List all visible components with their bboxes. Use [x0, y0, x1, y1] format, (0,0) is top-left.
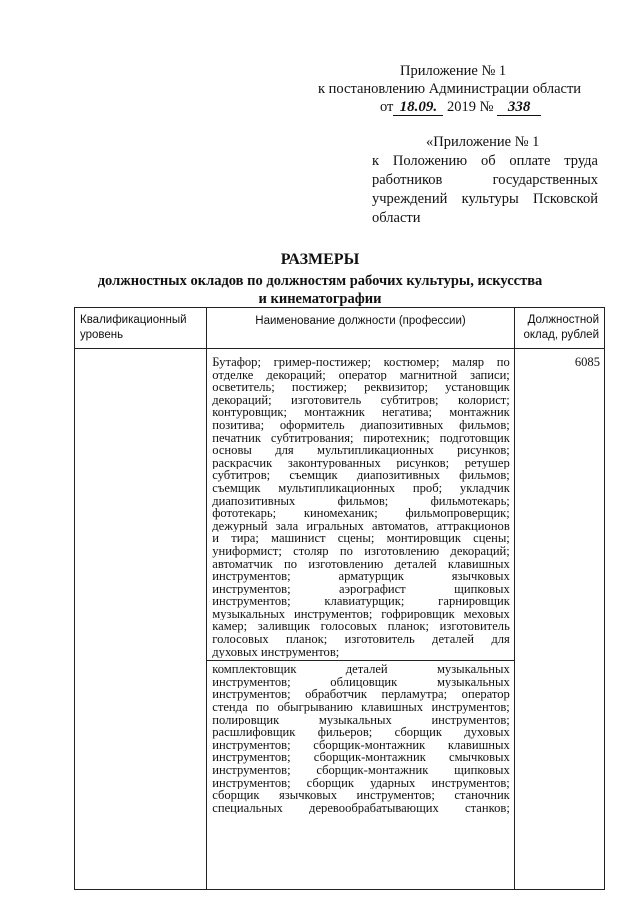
position-line: голосовых планок; изготовитель деталей для — [212, 633, 510, 646]
position-line: субтитров; съемщик диапозитивных фильмов; — [212, 469, 510, 482]
appendix-line-5: области — [372, 210, 421, 226]
position-line: диапозитивных фильмов; фильмотекарь; — [212, 494, 510, 508]
table-header-row — [75, 308, 605, 349]
position-line: специальных деревообрабатывающих станков; — [212, 801, 510, 815]
position-line: полировщик музыкальных инструментов; — [212, 713, 510, 727]
position-line: музыкальных инструментов; гофрировщик меховых — [212, 607, 510, 621]
document-subtitle-1: должностных окладов по должностям рабочих культуры, искусства — [97, 273, 543, 289]
header-date-line — [380, 98, 541, 117]
position-line: Бутафор; гример-постижер; костюмер; маляр по — [212, 356, 510, 369]
position-line: униформист; столяр по изготовлению декораций; — [212, 544, 510, 558]
header-year-number-label: 2019 № — [447, 99, 494, 115]
position-line: инструментов; облицовщик музыкальных — [212, 675, 510, 689]
position-line: основы для мультипликационных рисунков; — [212, 444, 510, 457]
position-line: контуровщик; монтажник негатива; монтажник — [212, 406, 510, 419]
position-line: дежурный зала игральных автоматов, аттракционов — [212, 519, 510, 533]
header-date-prefix: от — [380, 99, 394, 115]
position-line: декораций; изготовитель субтитров; колорист; — [212, 393, 510, 407]
position-line: раскрасчик законтурованных рисунков; ретушер — [212, 456, 510, 470]
header-qualification-level: Квалификационный уровень — [75, 308, 207, 349]
position-line: инструментов; клавиатурщик; гарнировщик — [212, 595, 510, 608]
handwritten-date: 18.09. — [393, 100, 443, 116]
salary-table — [74, 307, 605, 890]
header-appendix-title: Приложение № 1 — [400, 63, 507, 79]
cell-position-list — [207, 349, 515, 890]
position-list — [207, 349, 514, 814]
table-row — [75, 349, 605, 890]
appendix-line-4: учреждений культуры Псковской — [372, 191, 598, 207]
position-line: сборщик язычковых инструментов; станочник — [212, 789, 510, 802]
cell-salary — [514, 349, 604, 890]
document-title: РАЗМЕРЫ — [280, 251, 360, 268]
position-line: съемщик мультипликационных проб; укладчик — [212, 481, 510, 495]
position-group-separator — [207, 660, 514, 661]
position-line: автоматчик по изготовлению деталей клавишных — [212, 557, 510, 571]
position-line: печатник субтитрования; пиротехник; подготовщик — [212, 431, 510, 445]
position-line: инструментов; сборщик-монтажник смычковых — [212, 751, 510, 764]
appendix-line-2: к Положению об оплате труда — [372, 153, 598, 169]
header-position-name: Наименование должности (профессии) — [207, 308, 515, 349]
position-line: инструментов; аэрографист щипковых — [212, 582, 510, 596]
position-line: духовых инструментов; — [212, 645, 340, 659]
document-subtitle-2: и кинематографии — [258, 291, 382, 307]
position-line: отделке декораций; оператор магнитной записи; — [212, 368, 510, 382]
position-line: фототекарь; киномеханик; фильмопроверщик; — [212, 507, 510, 520]
appendix-line-3: работников государственных — [372, 172, 598, 188]
position-line: позитива; оформитель диапозитивных фильмов; — [212, 418, 510, 432]
position-line: инструментов; сборщик-монтажник клавишных — [212, 738, 510, 752]
position-line: стенда по обыгрыванию клавишных инструментов; — [212, 701, 510, 714]
position-line: осветитель; постижер; реквизитор; установщик — [212, 381, 510, 394]
header-salary: Должностной оклад, рублей — [514, 308, 604, 349]
position-line: расшлифовщик фильеров; сборщик духовых — [212, 726, 510, 739]
appendix-reference — [372, 133, 598, 228]
position-line: камер; заливщик голосовых планок; изготовитель — [212, 620, 510, 634]
handwritten-number: 338 — [497, 100, 541, 116]
position-line: инструментов; арматурщик язычковых — [212, 570, 510, 583]
cell-qualification-level — [75, 349, 207, 890]
position-line: инструментов; сборщик ударных инструментов; — [212, 776, 510, 790]
header-resolution-ref: к постановлению Администрации области — [318, 81, 582, 97]
appendix-line-1: «Приложение № 1 — [426, 134, 540, 150]
position-line: инструментов; сборщик-монтажник щипковых — [212, 764, 510, 777]
position-line: комплектовщик деталей музыкальных — [212, 663, 510, 676]
position-line: инструментов; обработчик перламутра; оператор — [212, 688, 510, 702]
salary-value: 6085 — [574, 355, 600, 369]
position-line: и тира; машинист сцены; монтировщик сцены; — [212, 532, 510, 545]
